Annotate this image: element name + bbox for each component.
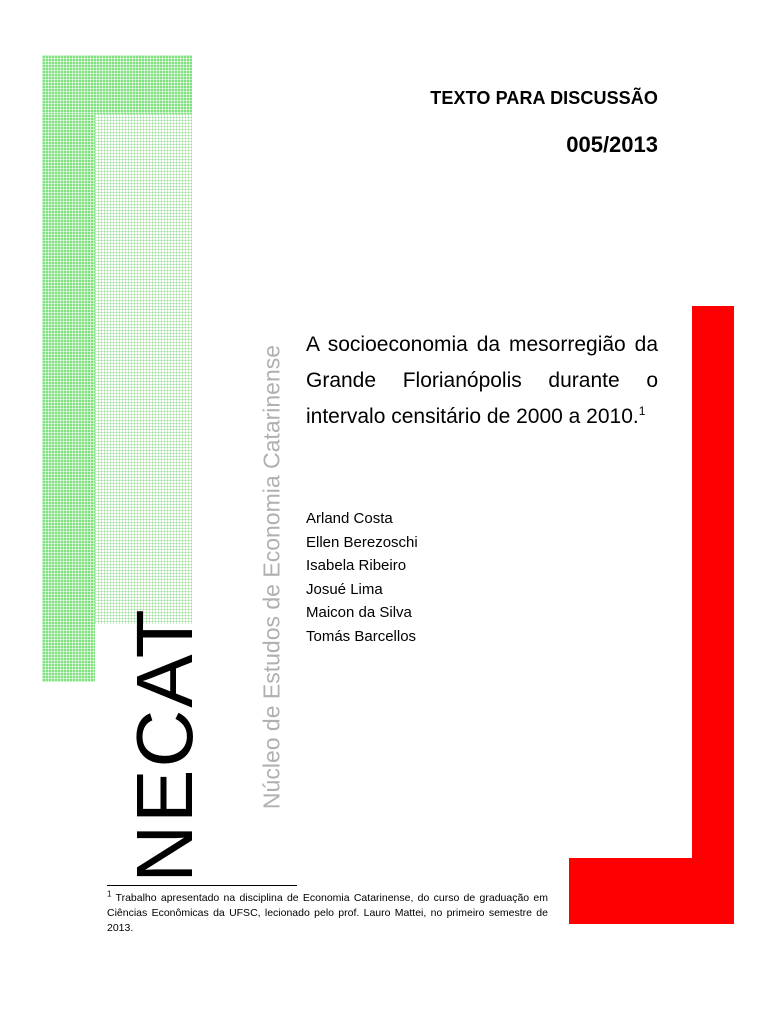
title-footnote-marker: 1 bbox=[638, 404, 646, 418]
footnote-divider bbox=[107, 885, 297, 886]
series-number: 005/2013 bbox=[566, 132, 658, 157]
green-bracket-inner bbox=[95, 114, 192, 624]
paper-title bbox=[306, 327, 658, 435]
author-name: Tomás Barcellos bbox=[306, 627, 417, 645]
footnote-text: Trabalho apresentado na disciplina de Economia Catarinense, do curso de graduação em Ciências Econômicas da UFSC, lecionado pelo prof. Lauro Mattei, no primeiro semestre de 2013. bbox=[107, 892, 548, 934]
footnote bbox=[107, 891, 548, 936]
green-bracket-top bbox=[42, 55, 192, 114]
author-name: Maicon da Silva bbox=[306, 604, 412, 621]
author-list bbox=[306, 507, 418, 648]
red-bracket-vertical bbox=[692, 306, 734, 858]
red-bracket-bottom bbox=[569, 858, 734, 924]
author-name: Isabela Ribeiro bbox=[306, 557, 407, 574]
necat-full-name: Núcleo de Estudos de Economia Catarinense bbox=[258, 344, 285, 810]
necat-acronym: NECAT bbox=[120, 607, 209, 883]
author-name: Arland Costa bbox=[306, 510, 393, 527]
author-name: Josué Lima bbox=[306, 580, 383, 598]
green-bracket-left bbox=[42, 114, 95, 682]
footnote-marker: 1 bbox=[107, 889, 112, 899]
paper-title-text: A socioeconomia da mesorregião da Grande Florianópolis durante o intervalo censitário de 2000 a 2010. bbox=[306, 333, 658, 428]
author-name: Ellen Berezoschi bbox=[306, 533, 418, 551]
series-label: TEXTO PARA DISCUSSÃO bbox=[430, 88, 658, 108]
